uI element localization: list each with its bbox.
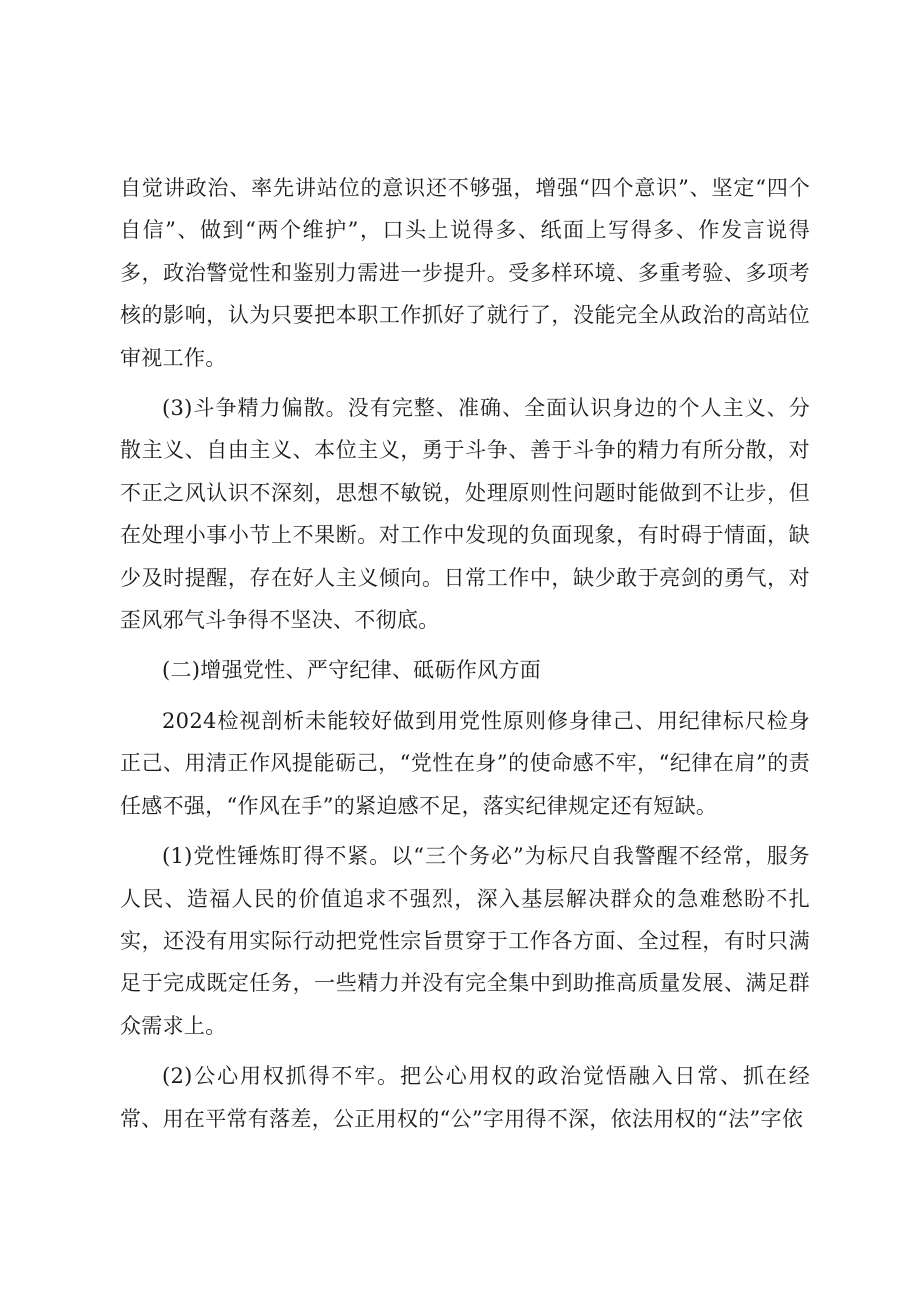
paragraph-political-awareness: 自觉讲政治、率先讲站位的意识还不够强，增强“四个意识”、坚定“四个自信”、做到“两个维护”，口头上说得多、纸面上写得多、作发言说得多，政治警觉性和鉴别力需进一步提升。受多样环境、多重考验、多项考核的影响，认为只要把本职工作抓好了就行了，没能完全从政治的高站位审视工作。 bbox=[120, 176, 810, 370]
section-heading-party-spirit: (二)增强党性、严守纪律、砥砺作风方面 bbox=[162, 658, 542, 683]
paragraph-self-review-2024: 2024检视剖析未能较好做到用党性原则修身律己、用纪律标尺检身正己、用清正作风提能砺己，“党性在身”的使命感不牢，“纪律在肩”的责任感不强，“作风在手”的紧迫感不足，落实纪律规定还有短缺。 bbox=[120, 708, 810, 818]
document-body bbox=[120, 167, 810, 1148]
paragraph-public-power-use: (2)公心用权抓得不牢。把公心用权的政治觉悟融入日常、抓在经常、用在平常有落差，公正用权的“公”字用得不深，依法用权的“法”字依 bbox=[120, 1064, 810, 1131]
paragraph-struggle-energy: (3)斗争精力偏散。没有完整、准确、全面认识身边的个人主义、分散主义、自由主义、本位主义，勇于斗争、善于斗争的精力有所分散，对不正之风认识不深刻，思想不敏锐，处理原则性问题时能做到不让步，但在处理小事小节上不果断。对工作中发现的负面现象，有时碍于情面，缺少及时提醒，存在好人主义倾向。日常工作中，缺少敢于亮剑的勇气，对歪风邪气斗争得不坚决、不彻底。 bbox=[120, 396, 810, 633]
paragraph-party-spirit-tempering: (1)党性锤炼盯得不紧。以“三个务必”为标尺自我警醒不经常，服务人民、造福人民的价值追求不强烈，深入基层解决群众的急难愁盼不扎实，还没有用实际行动把党性宗旨贯穿于工作各方面、全过程，有时只满足于完成既定任务，一些精力并没有完全集中到助推高质量发展、满足群众需求上。 bbox=[120, 844, 810, 1038]
